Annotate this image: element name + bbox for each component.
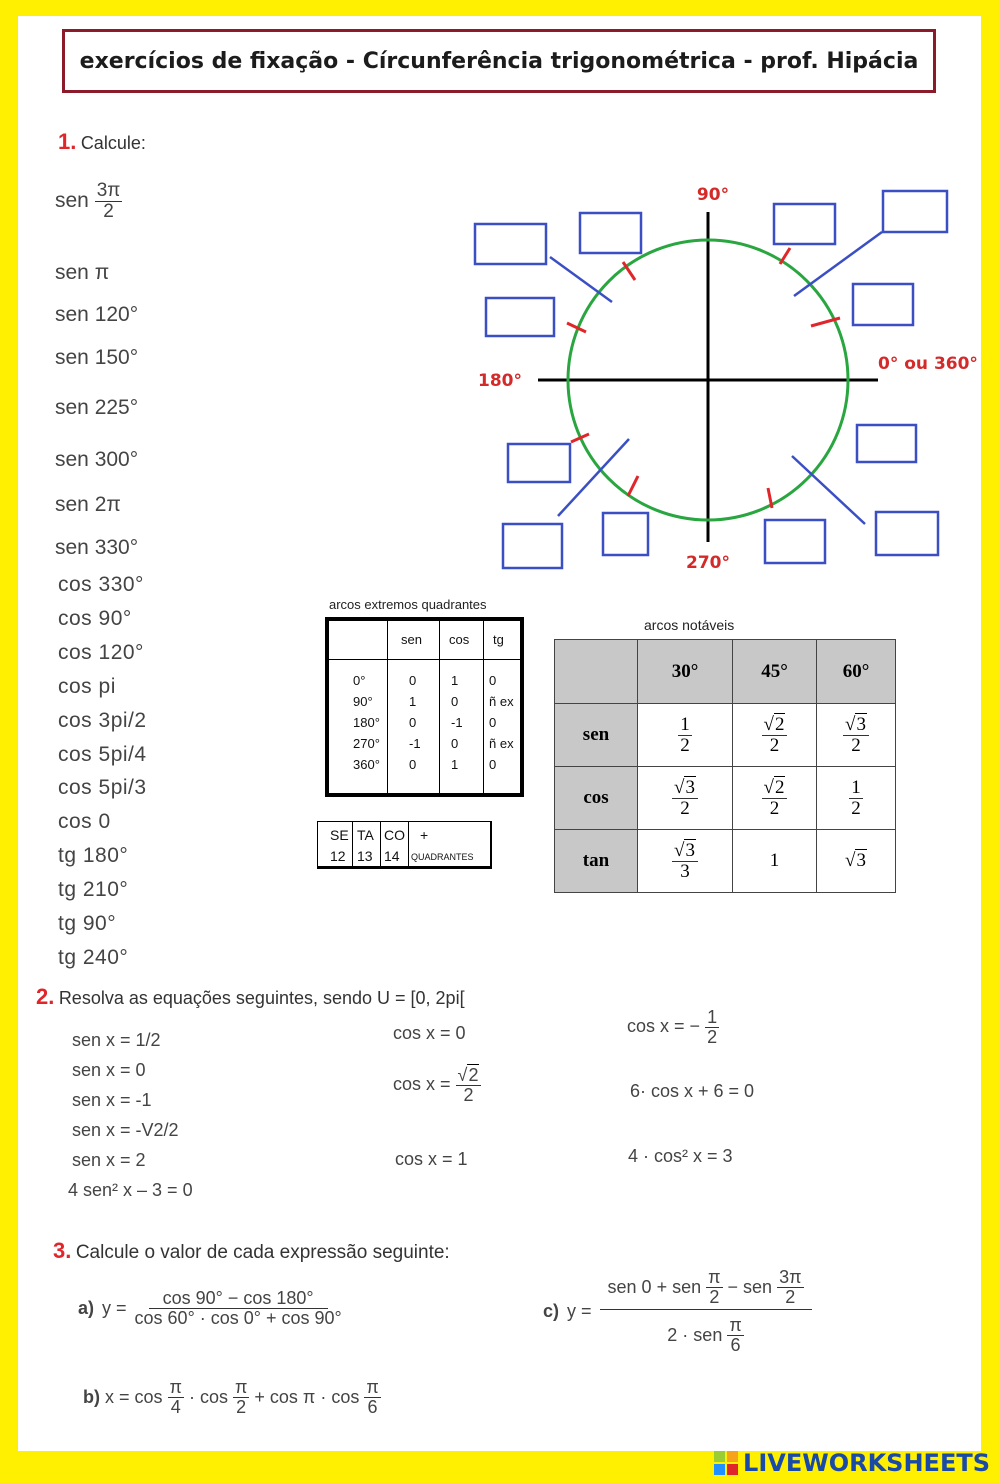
answer-box[interactable] bbox=[603, 513, 648, 555]
arc-cell: 360° bbox=[353, 757, 380, 772]
q3-c bbox=[543, 1268, 812, 1355]
cos-cell: 1 bbox=[451, 673, 459, 688]
logo-text: LIVEWORKSHEETS bbox=[743, 1449, 990, 1477]
q1-cos-tg-item: cos 5pi/3 bbox=[58, 776, 147, 800]
fraction bbox=[95, 181, 123, 222]
value-cell bbox=[817, 704, 896, 767]
q3-c-label: c) bbox=[543, 1300, 560, 1321]
value-cell bbox=[733, 704, 817, 767]
q2-equation: sen x = 0 bbox=[72, 1060, 146, 1080]
answer-box[interactable] bbox=[883, 191, 947, 232]
q1-cos-tg-item: cos 120° bbox=[58, 640, 144, 664]
q3-a bbox=[78, 1289, 342, 1328]
setaco-quadrantes: QUADRANTES bbox=[411, 852, 474, 862]
q2-equation: sen x = 1/2 bbox=[72, 1030, 161, 1050]
q2-text: Resolva as equações seguintes, sendo U = [0, 2pi[ bbox=[58, 988, 465, 1008]
arc-cell: 180° bbox=[353, 715, 380, 730]
q1-number: 1. bbox=[58, 129, 77, 154]
setaco-13: 13 bbox=[357, 848, 373, 864]
sen-cell: 0 bbox=[409, 673, 417, 688]
fraction-denominator: 2 · sen $\frac{\pi}{6}$ bbox=[667, 1314, 742, 1355]
value-cell bbox=[733, 767, 817, 830]
q3-a-lhs: y = bbox=[102, 1297, 127, 1318]
cos-cell: 1 bbox=[451, 757, 459, 772]
setaco-se: SE bbox=[330, 827, 349, 843]
answer-box[interactable] bbox=[475, 224, 546, 264]
q1-sen-item: sen 225° bbox=[55, 396, 139, 419]
cos-cell: -1 bbox=[451, 715, 463, 730]
notaveis-row bbox=[555, 830, 896, 893]
setaco-12: 12 bbox=[330, 848, 346, 864]
setaco-14: 14 bbox=[384, 848, 400, 864]
fraction-numerator: √3 bbox=[672, 778, 698, 799]
sen-cell: 1 bbox=[409, 694, 417, 709]
sen-cell: 0 bbox=[409, 715, 417, 730]
q3-heading bbox=[53, 1238, 450, 1264]
q2-equation: 4 sen² x – 3 = 0 bbox=[68, 1180, 193, 1200]
value-cell bbox=[638, 830, 733, 893]
fraction bbox=[843, 715, 869, 756]
eq-cos-neg-half bbox=[627, 1008, 719, 1047]
corner-cell bbox=[555, 640, 638, 704]
q1-sen-first bbox=[55, 181, 122, 222]
liveworksheets-logo bbox=[714, 1449, 990, 1477]
q2-equation: sen x = -1 bbox=[72, 1090, 152, 1110]
row-label: cos bbox=[555, 767, 638, 830]
arc-cell: 90° bbox=[353, 694, 373, 709]
fraction bbox=[678, 715, 692, 756]
fraction-denominator: 2 bbox=[851, 797, 861, 819]
answer-box[interactable] bbox=[876, 512, 938, 555]
eq-prefix: cos x = bbox=[393, 1074, 451, 1095]
q3-a-label: a) bbox=[78, 1297, 95, 1318]
fraction-denominator: 2 bbox=[707, 1026, 718, 1047]
q1-cos-tg-item: cos 90° bbox=[58, 606, 132, 630]
worksheet bbox=[18, 16, 981, 1451]
q1-cos-tg-item: cos pi bbox=[58, 674, 116, 698]
fraction-denominator: 3 bbox=[680, 860, 690, 882]
setaco-co: CO bbox=[384, 827, 405, 843]
fraction-denominator: 2 bbox=[680, 734, 690, 756]
q1-sen-item: sen π bbox=[55, 261, 110, 284]
sen-cell: -1 bbox=[409, 736, 421, 751]
q3-b-label: b) bbox=[83, 1386, 100, 1407]
fraction bbox=[762, 715, 788, 756]
header-45: 45° bbox=[733, 640, 817, 704]
arc-cell: 0° bbox=[353, 673, 366, 688]
fraction-numerator: √2 bbox=[762, 715, 788, 736]
eq-prefix: cos x = − bbox=[627, 1016, 701, 1037]
setaco-ta: TA bbox=[357, 827, 374, 843]
value-cell: √3 bbox=[817, 830, 896, 893]
answer-box[interactable] bbox=[853, 284, 913, 325]
notaveis-caption: arcos notáveis bbox=[644, 617, 735, 633]
q1-sen-item: sen 330° bbox=[55, 536, 139, 559]
value-cell: 1 bbox=[733, 830, 817, 893]
fraction-numerator: 1 bbox=[707, 1007, 718, 1027]
tg-cell: ñ ex bbox=[489, 694, 514, 709]
label-180: 180° bbox=[478, 371, 522, 391]
q3-b: b) x = cos $\frac{\pi}{4}$ · cos $\frac{\pi}{2}$ + cos π · cos $\frac{\pi}{6}$ bbox=[83, 1377, 379, 1417]
fraction-numerator: √2 bbox=[456, 1066, 482, 1086]
fraction-numerator: 3π bbox=[96, 180, 121, 201]
label-90: 90° bbox=[696, 185, 730, 205]
fraction-denominator: 2 bbox=[680, 797, 690, 819]
eq-cos-0: cos x = 0 bbox=[393, 1023, 466, 1043]
eq-cos-sqrt2-2 bbox=[393, 1066, 481, 1105]
eq-cos-1: cos x = 1 bbox=[395, 1149, 468, 1169]
q2-equation: sen x = -V2/2 bbox=[72, 1120, 179, 1140]
fraction-denominator: 2 bbox=[463, 1084, 474, 1105]
q1-cos-tg-item: cos 3pi/2 bbox=[58, 708, 147, 732]
notaveis-row bbox=[555, 767, 896, 830]
fraction-numerator: 1 bbox=[680, 713, 690, 735]
row-label: tan bbox=[555, 830, 638, 893]
q2-heading bbox=[36, 984, 465, 1010]
tg-cell: 0 bbox=[489, 715, 497, 730]
q1-cos-tg-item: tg 90° bbox=[58, 912, 117, 935]
fraction bbox=[672, 841, 698, 882]
header-sen: sen bbox=[401, 632, 422, 647]
label-270: 270° bbox=[686, 553, 730, 573]
value-cell bbox=[638, 767, 733, 830]
q1-sen-item: sen 300° bbox=[55, 448, 139, 471]
answer-box[interactable] bbox=[503, 524, 562, 568]
logo-icon bbox=[714, 1451, 740, 1475]
answer-box[interactable] bbox=[774, 204, 835, 244]
value-cell bbox=[638, 704, 733, 767]
q1-text: Calcule: bbox=[80, 133, 146, 153]
fraction-numerator: cos 90° − cos 180° bbox=[149, 1289, 328, 1309]
q3-text: Calcule o valor de cada expressão seguinte: bbox=[75, 1242, 450, 1263]
fraction-numerator: sen 0 + sen $\frac{\pi}{2}$ − sen $\frac{3\pi}{2}$ bbox=[600, 1268, 812, 1310]
fraction bbox=[705, 1008, 719, 1047]
fraction-numerator: √3 bbox=[672, 841, 698, 862]
leader-line bbox=[550, 257, 612, 302]
answer-box[interactable] bbox=[765, 520, 825, 563]
extremos-table bbox=[325, 617, 524, 797]
cos-cell: 0 bbox=[451, 694, 459, 709]
label-0-360: 0° ou 360° bbox=[878, 354, 978, 374]
tick-mark bbox=[628, 476, 638, 496]
header-60: 60° bbox=[817, 640, 896, 704]
setaco-plus: + bbox=[420, 827, 429, 843]
fraction bbox=[762, 778, 788, 819]
q1-cos-tg-item: cos 0 bbox=[58, 810, 111, 834]
trig-circle-diagram bbox=[468, 176, 981, 596]
tg-cell: 0 bbox=[489, 673, 497, 688]
q3-b-lhs: x = cos bbox=[105, 1386, 163, 1407]
fraction-denominator: 2 bbox=[769, 734, 780, 756]
tg-cell: ñ ex bbox=[489, 736, 514, 751]
fraction-numerator: √2 bbox=[762, 778, 788, 799]
q1-cos-tg-item: tg 240° bbox=[58, 945, 129, 969]
q1-sen-item: sen 2π bbox=[55, 493, 121, 516]
sen-prefix: sen bbox=[55, 188, 89, 212]
fraction-denominator: 2 bbox=[769, 797, 780, 819]
header-tg: tg bbox=[493, 632, 504, 647]
header-30: 30° bbox=[638, 640, 733, 704]
notaveis-table bbox=[554, 639, 896, 893]
q1-cos-tg-item: tg 180° bbox=[58, 844, 129, 868]
fraction-numerator: 1 bbox=[851, 776, 861, 798]
fraction bbox=[600, 1268, 812, 1355]
row-label: sen bbox=[555, 704, 638, 767]
sen-cell: 0 bbox=[409, 757, 417, 772]
eq-4cos2: 4 · cos² x = 3 bbox=[628, 1146, 733, 1166]
fraction bbox=[135, 1289, 342, 1328]
fraction-numerator: √3 bbox=[843, 715, 869, 736]
page-title: exercícios de fixação - Círcunferência trigonométrica - prof. Hipácia bbox=[79, 48, 919, 74]
q1-sen-item: sen 120° bbox=[55, 303, 139, 326]
notaveis-row bbox=[555, 704, 896, 767]
q1-cos-tg-item: cos 5pi/4 bbox=[58, 742, 147, 766]
q1-cos-tg-item: cos 330° bbox=[58, 573, 144, 596]
fraction-denominator: 2 bbox=[851, 734, 861, 756]
fraction bbox=[456, 1066, 482, 1105]
extremos-caption: arcos extremos quadrantes bbox=[329, 597, 487, 612]
fraction bbox=[849, 778, 863, 819]
header-cos: cos bbox=[449, 632, 470, 647]
q3-number: 3. bbox=[53, 1238, 72, 1263]
q1-heading bbox=[58, 129, 146, 155]
q1-cos-tg-item: tg 210° bbox=[58, 878, 129, 902]
setaco-box bbox=[317, 821, 492, 869]
title-box bbox=[62, 29, 936, 93]
answer-box[interactable] bbox=[508, 444, 570, 482]
q2-number: 2. bbox=[36, 984, 55, 1009]
q1-sen-item: sen 150° bbox=[55, 346, 139, 369]
value-cell bbox=[817, 767, 896, 830]
answer-box[interactable] bbox=[580, 213, 641, 253]
q3-c-lhs: y = bbox=[567, 1300, 592, 1321]
arc-cell: 270° bbox=[353, 736, 380, 751]
fraction-denominator: 2 bbox=[103, 200, 114, 222]
q2-equation: sen x = 2 bbox=[72, 1150, 146, 1170]
cos-cell: 0 bbox=[451, 736, 459, 751]
leader-line bbox=[792, 456, 865, 524]
fraction bbox=[672, 778, 698, 819]
fraction-denominator: cos 60° · cos 0° + cos 90° bbox=[134, 1307, 342, 1328]
answer-box[interactable] bbox=[857, 425, 916, 462]
eq-6cos: 6· cos x + 6 = 0 bbox=[630, 1081, 755, 1101]
tg-cell: 0 bbox=[489, 757, 497, 772]
answer-box[interactable] bbox=[486, 298, 554, 336]
